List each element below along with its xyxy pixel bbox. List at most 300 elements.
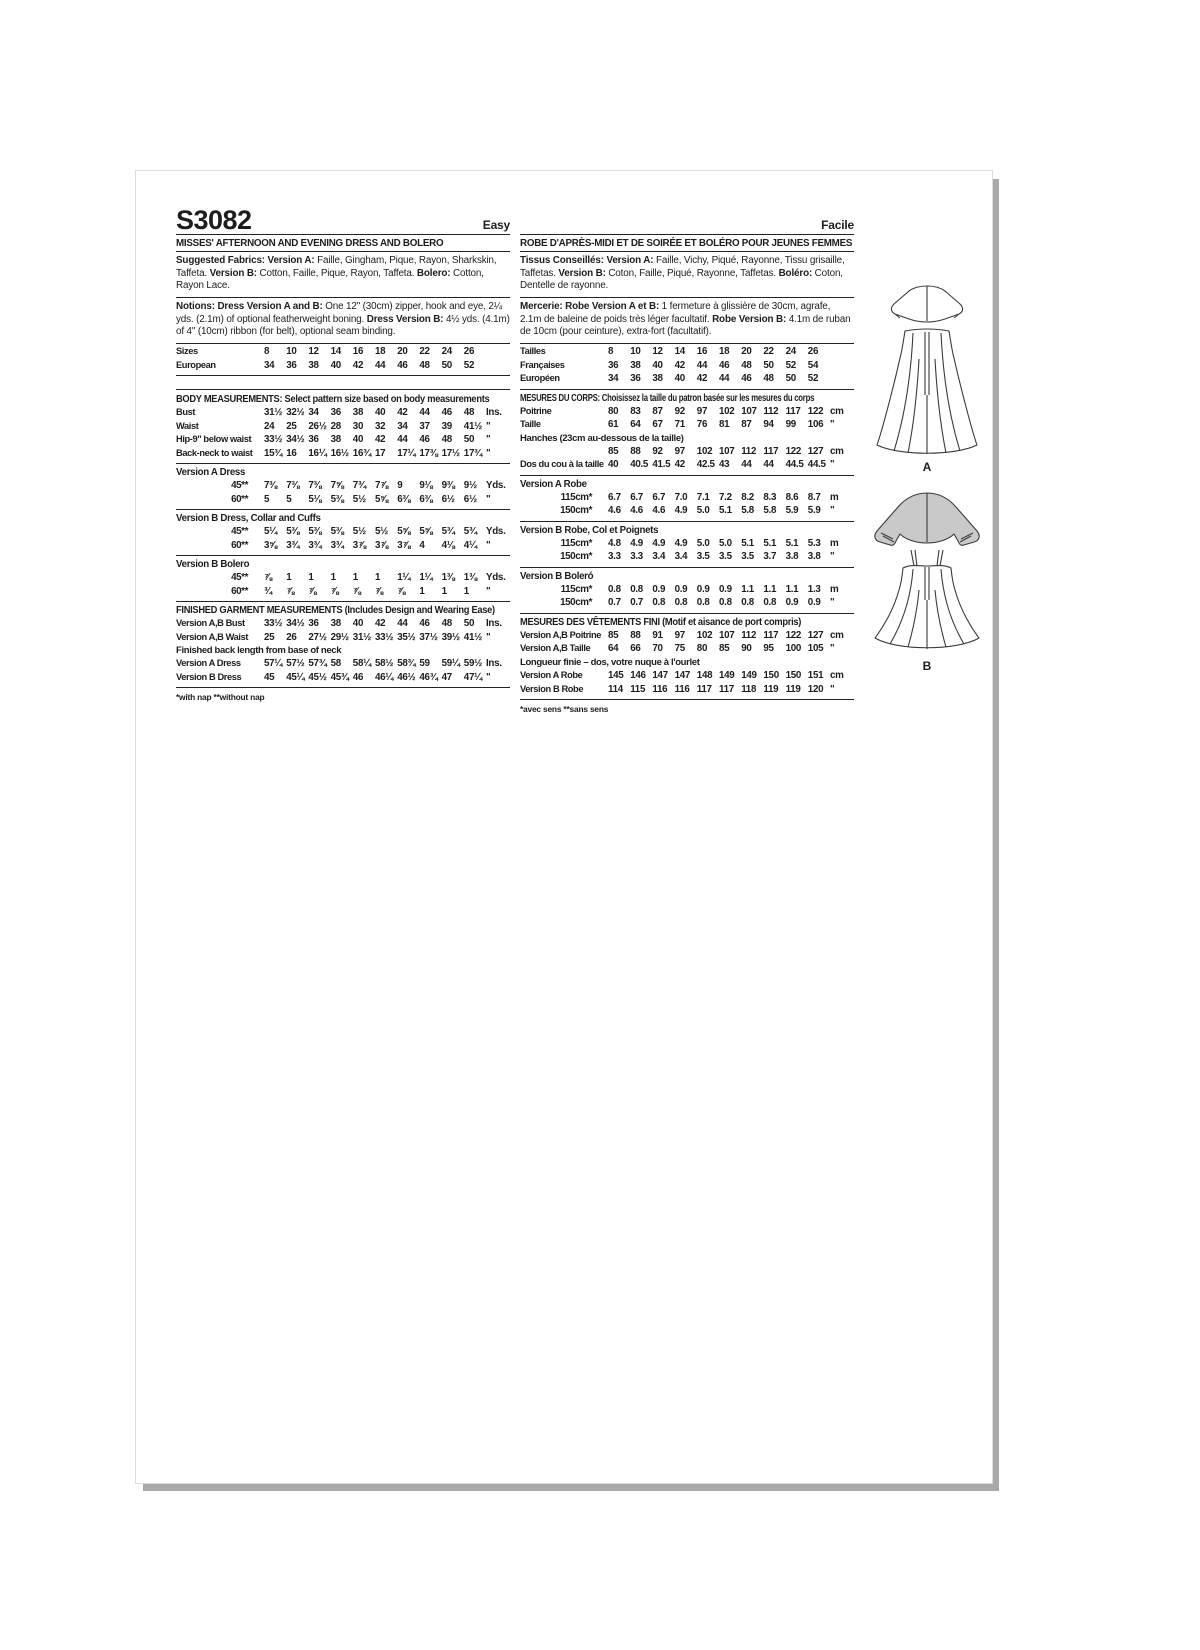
- cell-value: 119: [785, 683, 801, 695]
- cell-value: 42: [397, 407, 408, 419]
- cell-value: 3.5: [696, 551, 710, 563]
- cell-value: 46½: [397, 671, 416, 683]
- row-label: Back-neck to waist: [176, 447, 253, 458]
- cell-value: 102: [696, 445, 713, 457]
- difficulty-label-en: Easy: [482, 218, 510, 232]
- cell-value: 8.2: [741, 491, 754, 503]
- cell-value: 1¼: [397, 572, 411, 584]
- cell-value: 42: [674, 459, 685, 471]
- cell-value: 5.1: [719, 505, 732, 517]
- cell-value: 117: [696, 683, 712, 695]
- sens-footnote-fr: *avec sens **sans sens: [520, 704, 609, 715]
- finished-garment-table-fr: [520, 629, 854, 696]
- cell-value: 40: [608, 459, 619, 471]
- cell-value: 5⅜: [330, 526, 344, 538]
- cell-value: 7.1: [696, 491, 710, 503]
- cell-value: 0.7: [630, 597, 643, 609]
- row-unit: ": [830, 505, 835, 517]
- yardage-section: [176, 464, 510, 510]
- yardage-section-title: Version B Bolero: [176, 559, 250, 571]
- cell-value: 32½: [286, 407, 305, 419]
- cell-value: 57½: [286, 658, 305, 670]
- cell-value: 0.9: [719, 583, 732, 595]
- row-unit: ": [486, 585, 491, 597]
- text-run: Cotton, Faille, Pique, Rayon, Taffeta.: [256, 267, 417, 279]
- cell-value: 45¼: [286, 671, 305, 683]
- cell-value: 0.9: [785, 597, 799, 609]
- cell-value: 5.3: [807, 537, 821, 549]
- row-unit: Ins.: [486, 407, 502, 419]
- cell-value: 33½: [264, 434, 283, 446]
- cell-value: 20: [741, 346, 752, 358]
- cell-value: 38: [652, 373, 663, 385]
- cell-value: 61: [608, 419, 619, 431]
- row-label: Dos du cou à la taille: [520, 459, 604, 470]
- cell-value: 46: [352, 671, 364, 683]
- cell-value: 50: [463, 618, 475, 630]
- cell-value: 1: [308, 572, 314, 584]
- row-unit: ": [486, 671, 491, 683]
- row-unit: Yds.: [486, 480, 506, 492]
- text-run: 1 fermeture à glissière de 30cm, agrafe, 2.1m de baleine de poids très léger facultatif.: [520, 301, 831, 325]
- cell-value: 4.9: [652, 537, 666, 549]
- cell-value: 3.8: [785, 551, 799, 563]
- cell-value: 38: [352, 407, 364, 419]
- cell-value: 9⅛: [419, 480, 433, 492]
- table-row: [176, 433, 510, 447]
- table-row: [176, 359, 510, 373]
- row-unit: ": [830, 683, 835, 695]
- cell-value: 5.9: [785, 505, 799, 517]
- cell-value: 92: [674, 405, 685, 417]
- cell-value: 42: [674, 359, 685, 371]
- cell-value: 42: [352, 359, 364, 371]
- cell-value: 97: [674, 629, 685, 641]
- cell-value: 6.7: [630, 491, 643, 503]
- cell-value: 1: [286, 572, 292, 584]
- cell-value: ⅞: [286, 585, 295, 597]
- cell-value: 36: [630, 373, 641, 385]
- row-unit: ": [486, 493, 491, 505]
- row-label: Version A,B Bust: [176, 618, 245, 629]
- row-label: Taille: [520, 419, 541, 430]
- finished-garment-heading-en: FINISHED GARMENT MEASUREMENTS (Includes Design and Wearing Ease): [176, 605, 495, 617]
- cell-value: 127: [807, 629, 824, 641]
- cell-value: 0.8: [630, 583, 643, 595]
- cell-value: 5¼: [264, 526, 278, 538]
- table-row: [176, 539, 510, 553]
- cell-value: 16: [696, 346, 708, 358]
- cell-value: 26: [807, 346, 819, 358]
- table-row: [520, 683, 854, 697]
- cell-value: 4⅛: [441, 539, 455, 551]
- text-run: Robe Version A et B:: [565, 301, 660, 313]
- mercerie-paragraph: [520, 298, 854, 344]
- cell-value: 0.8: [696, 597, 710, 609]
- row-label: 45**: [231, 572, 248, 584]
- row-label: Européen: [520, 373, 560, 384]
- cell-value: 40: [652, 359, 663, 371]
- text-run: Coton, Dentelle de rayonne.: [520, 267, 843, 292]
- cell-value: 5⅝: [397, 526, 411, 538]
- cell-value: 10: [286, 346, 297, 358]
- view-b-figure: [868, 490, 986, 673]
- table-row: [520, 583, 854, 597]
- cell-value: 122: [785, 629, 802, 641]
- table-subheader: Longueur finie – dos, votre nuque à l'ourlet: [520, 656, 700, 668]
- cell-value: 83: [630, 405, 641, 417]
- french-header: [520, 205, 854, 235]
- cell-value: 48: [441, 618, 452, 630]
- body-measurements-heading-en: BODY MEASUREMENTS: Select pattern size based on body measurements: [176, 394, 490, 406]
- cell-value: 40: [352, 618, 364, 630]
- cell-value: 149: [719, 669, 735, 681]
- table-row: [176, 345, 510, 359]
- cell-value: 5.0: [719, 537, 732, 549]
- row-label: Françaises: [520, 359, 565, 370]
- cell-value: 0.8: [741, 597, 754, 609]
- table-row: [520, 458, 854, 472]
- cell-value: 70: [652, 643, 663, 655]
- cell-value: 50: [463, 434, 475, 446]
- cell-value: 15¾: [264, 447, 283, 459]
- cell-value: 26½: [308, 420, 327, 432]
- cell-value: 34½: [286, 434, 305, 446]
- row-unit: ": [486, 631, 491, 643]
- table-row: [520, 345, 854, 359]
- cell-value: 3.5: [741, 551, 754, 563]
- cell-value: 44.5: [785, 459, 804, 471]
- cell-value: 17¾: [463, 447, 482, 459]
- table-row: [176, 617, 510, 631]
- row-label: Bust: [176, 407, 196, 418]
- cell-value: 122: [785, 445, 802, 457]
- row-unit: ": [830, 597, 835, 609]
- cell-value: 34: [308, 407, 319, 419]
- row-label: Version A,B Poitrine: [520, 629, 602, 640]
- table-row: [520, 596, 854, 610]
- table-row: [520, 445, 854, 459]
- text-run: 4.1m de ruban de 10cm (pour ceinture), extra-fort (facultatif).: [520, 313, 851, 338]
- text-run: Version B:: [209, 267, 257, 279]
- cell-value: 85: [608, 445, 619, 457]
- cell-value: 149: [741, 669, 757, 681]
- cell-value: 43: [719, 459, 730, 471]
- row-unit: m: [830, 537, 839, 549]
- cell-value: 107: [741, 405, 757, 417]
- cell-value: 0.8: [719, 597, 732, 609]
- text-run: Notions:: [176, 301, 218, 313]
- table-row: [176, 525, 510, 539]
- cell-value: 54: [807, 359, 819, 371]
- cell-value: 1: [419, 585, 425, 597]
- cell-value: 44: [763, 459, 774, 471]
- cell-value: 16: [286, 447, 297, 459]
- cell-value: 106: [807, 419, 824, 431]
- cell-value: 38: [308, 359, 319, 371]
- cell-value: 46: [741, 373, 752, 385]
- cell-value: 6.7: [652, 491, 666, 503]
- cell-value: 5.1: [763, 537, 777, 549]
- body-measurements-table-en: [176, 406, 510, 460]
- english-column: [176, 205, 510, 702]
- row-label: 60**: [231, 539, 248, 551]
- cell-value: 88: [630, 629, 641, 641]
- cell-value: 26: [463, 346, 475, 358]
- cell-value: 38: [630, 359, 641, 371]
- row-unit: ": [830, 551, 835, 563]
- cell-value: 8.6: [785, 491, 799, 503]
- table-row: [520, 504, 854, 518]
- cell-value: 52: [463, 359, 475, 371]
- table-row: [176, 631, 510, 645]
- cell-value: 29½: [330, 631, 349, 643]
- body-measurements-heading-fr: MESURES DU CORPS: Choisissez la taille du patron basée sur les mesures du corps: [520, 392, 815, 404]
- suggested-fabrics-paragraph: [176, 252, 510, 298]
- finished-garment-table-en: [176, 617, 510, 684]
- row-label: Poitrine: [520, 405, 552, 416]
- text-run: Boléro:: [778, 267, 813, 279]
- cell-value: 120: [807, 683, 824, 695]
- cell-value: 4.9: [630, 537, 643, 549]
- cell-value: 1: [352, 572, 358, 584]
- row-unit: m: [830, 583, 839, 595]
- table-row: [520, 550, 854, 564]
- cell-value: 4¼: [463, 539, 477, 551]
- yardage-section: [176, 510, 510, 556]
- cell-value: 57¼: [264, 658, 283, 670]
- cell-value: 42: [375, 434, 386, 446]
- body-measurements-section-fr: [520, 390, 854, 476]
- cell-value: 38: [330, 434, 341, 446]
- cell-value: 8: [264, 346, 270, 358]
- cell-value: 1⅜: [441, 572, 455, 584]
- cell-value: 0.9: [652, 583, 666, 595]
- row-unit: cm: [830, 629, 844, 641]
- cell-value: 90: [741, 643, 752, 655]
- cell-value: 5: [286, 493, 292, 505]
- cell-value: 117: [763, 445, 779, 457]
- cell-value: 5⅜: [286, 526, 300, 538]
- cell-value: 9: [397, 480, 403, 492]
- cell-value: 24: [441, 346, 452, 358]
- cell-value: 4.6: [608, 505, 621, 517]
- row-unit: ": [830, 643, 835, 655]
- cell-value: 39½: [441, 631, 460, 643]
- cell-value: 88: [630, 445, 641, 457]
- view-a-label: A: [922, 460, 932, 474]
- table-row: [520, 491, 854, 505]
- cell-value: 17¼: [397, 447, 416, 459]
- cell-value: 4.9: [674, 505, 688, 517]
- row-label: 150cm*: [560, 551, 592, 563]
- cell-value: 42: [696, 373, 708, 385]
- cell-value: 80: [608, 405, 619, 417]
- cell-value: 50: [785, 373, 796, 385]
- cell-value: 4.6: [652, 505, 666, 517]
- cell-value: 44: [397, 618, 408, 630]
- cell-value: 16¼: [308, 447, 327, 459]
- cell-value: 46: [441, 407, 452, 419]
- cell-value: 119: [763, 683, 779, 695]
- row-unit: ": [486, 539, 491, 551]
- table-row: [176, 585, 510, 599]
- cell-value: 5⅝: [419, 526, 433, 538]
- row-unit: [830, 372, 854, 386]
- text-run: Version A:: [606, 255, 654, 266]
- cell-value: 59: [419, 658, 430, 670]
- cell-value: 28: [330, 420, 341, 432]
- cell-value: 112: [741, 445, 757, 457]
- cell-value: 38: [330, 618, 341, 630]
- row-unit: cm: [830, 405, 844, 417]
- row-label: Version A Robe: [520, 669, 583, 680]
- cell-value: 117: [785, 405, 801, 417]
- view-a-line-art-icon: [869, 283, 985, 459]
- table-row: [520, 418, 854, 432]
- text-run: One 12" (30cm) zipper, hook and eye, 2¼ yds. (2.1m) of optional featherweight boning.: [176, 301, 502, 325]
- cell-value: 7⅜: [286, 480, 300, 492]
- cell-value: 3⅞: [397, 539, 411, 551]
- cell-value: 24: [264, 420, 275, 432]
- cell-value: 5½: [375, 526, 389, 538]
- cell-value: 35½: [397, 631, 416, 643]
- cell-value: 41.5: [652, 459, 671, 471]
- cell-value: 1: [441, 585, 447, 597]
- row-unit: [486, 359, 510, 373]
- cell-value: 3.3: [630, 551, 643, 563]
- cell-value: 5.1: [785, 537, 799, 549]
- table-row: [176, 447, 510, 461]
- cell-value: 34½: [286, 618, 305, 630]
- cell-value: ⅞: [397, 585, 406, 597]
- cell-value: 40: [352, 434, 364, 446]
- nap-footnote-en: *with nap **without nap: [176, 692, 265, 703]
- cell-value: 81: [719, 419, 730, 431]
- cell-value: 3⅞: [375, 539, 389, 551]
- cell-value: 5.9: [807, 505, 821, 517]
- cell-value: 46¼: [375, 671, 394, 683]
- cell-value: 4.8: [608, 537, 621, 549]
- cell-value: 7¾: [352, 480, 366, 492]
- cell-value: ⅞: [264, 572, 272, 584]
- cell-value: 44: [741, 459, 752, 471]
- cell-value: 3.8: [807, 551, 821, 563]
- cell-value: 17⅜: [419, 447, 438, 459]
- cell-value: 64: [630, 419, 641, 431]
- pattern-title-en: MISSES' AFTERNOON AND EVENING DRESS AND BOLERO: [176, 235, 510, 252]
- row-unit: ": [830, 419, 835, 431]
- cell-value: 4.9: [674, 537, 688, 549]
- cell-value: ⅞: [352, 585, 361, 597]
- row-label: 45**: [231, 526, 248, 538]
- cell-value: 85: [608, 629, 619, 641]
- row-unit: Ins.: [486, 618, 502, 630]
- cell-value: 9⅜: [441, 480, 455, 492]
- cell-value: 25: [264, 631, 275, 643]
- row-label: 150cm*: [560, 597, 592, 609]
- cell-value: 1: [330, 572, 336, 584]
- cell-value: 16¾: [352, 447, 371, 459]
- cell-value: 40: [375, 407, 386, 419]
- text-run: Dress Version A and B:: [217, 301, 323, 313]
- cell-value: 0.8: [608, 583, 621, 595]
- cell-value: 36: [308, 618, 319, 630]
- garment-illustrations: [868, 283, 986, 673]
- finished-garment-section-fr: [520, 614, 854, 700]
- cell-value: 151: [807, 669, 824, 681]
- cell-value: 17: [375, 447, 386, 459]
- cell-value: 22: [419, 346, 430, 358]
- cell-value: 66: [630, 643, 641, 655]
- cell-value: 4: [419, 539, 425, 551]
- cell-value: 5½: [352, 493, 366, 505]
- cell-value: 5: [264, 493, 270, 505]
- row-unit: cm: [830, 445, 844, 457]
- cell-value: 58: [330, 658, 341, 670]
- cell-value: 1⅜: [463, 572, 477, 584]
- cell-value: 41½: [463, 631, 482, 643]
- table-row: [176, 406, 510, 420]
- cell-value: 118: [741, 683, 757, 695]
- cell-value: 47¼: [463, 671, 482, 683]
- cell-value: 14: [674, 346, 685, 358]
- cell-value: 97: [696, 405, 708, 417]
- cell-value: 48: [419, 359, 430, 371]
- pattern-envelope-back-page: [135, 170, 993, 1484]
- cell-value: 44.5: [807, 459, 826, 471]
- cell-value: 14: [330, 346, 341, 358]
- cell-value: 5⅜: [308, 526, 322, 538]
- cell-value: 36: [308, 434, 319, 446]
- cell-value: 40: [330, 359, 341, 371]
- cell-value: 45: [264, 671, 275, 683]
- cell-value: 48: [441, 434, 452, 446]
- cell-value: 122: [807, 405, 824, 417]
- cell-value: 24: [785, 346, 796, 358]
- cell-value: 42: [375, 618, 386, 630]
- cell-value: 5.0: [696, 537, 710, 549]
- view-a-figure: [868, 283, 986, 474]
- table-subheader: Finished back length from base of neck: [176, 645, 342, 657]
- cell-value: 33½: [264, 618, 283, 630]
- text-run: Dress Version B:: [366, 313, 444, 325]
- row-label: Tailles: [520, 346, 546, 357]
- row-unit: cm: [830, 669, 844, 681]
- cell-value: 5⅛: [308, 493, 322, 505]
- cell-value: 145: [608, 669, 624, 681]
- cell-value: 34: [264, 359, 275, 371]
- cell-value: 33½: [375, 631, 394, 643]
- cell-value: 107: [719, 445, 735, 457]
- cell-value: 31½: [352, 631, 371, 643]
- cell-value: 50: [763, 359, 774, 371]
- cell-value: 7.0: [674, 491, 688, 503]
- row-unit: ": [486, 447, 491, 459]
- cell-value: 1: [375, 572, 381, 584]
- row-unit: ": [486, 420, 491, 432]
- yardage-section-title: Version A Robe: [520, 478, 587, 490]
- yardage-sections-fr: [520, 476, 854, 614]
- pattern-title-fr: ROBE D'APRÈS-MIDI ET DE SOIRÉE ET BOLÉRO POUR JEUNES FEMMES: [520, 235, 854, 252]
- cell-value: 1.3: [807, 583, 821, 595]
- row-label: 115cm*: [560, 583, 592, 595]
- cell-value: 3¾: [286, 539, 300, 551]
- text-run: Coton, Faille, Piqué, Rayonne, Taffetas.: [605, 267, 779, 279]
- cell-value: 3.3: [608, 551, 621, 563]
- cell-value: 8.7: [807, 491, 821, 503]
- cell-value: 7⅞: [375, 480, 389, 492]
